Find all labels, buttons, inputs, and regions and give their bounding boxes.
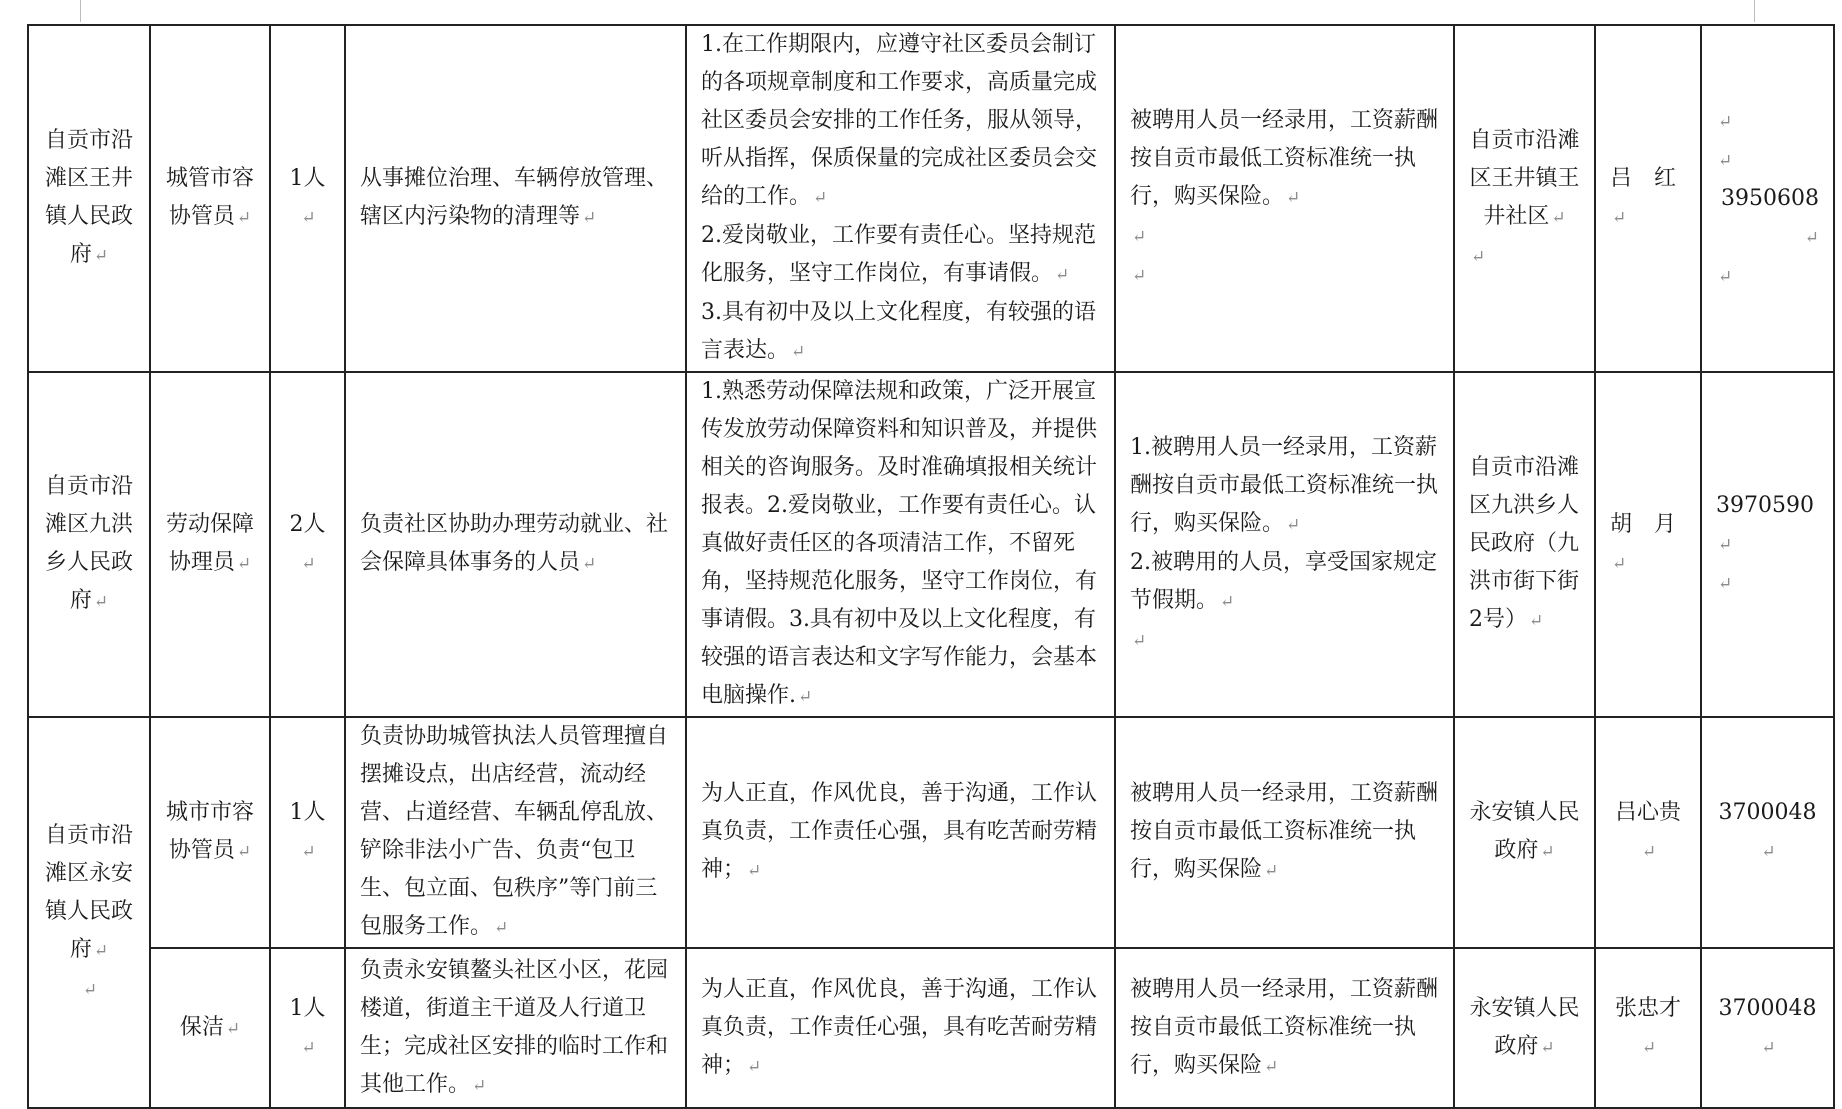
- unit-cell: 自贡市沿滩区王井镇人民政府 ↵: [28, 25, 150, 372]
- treatment-cell: 被聘用人员一经录用，工资薪酬按自贡市最低工资标准统一执行，购买保险 ↵: [1115, 948, 1454, 1108]
- count-cell: 2人↵: [270, 372, 345, 717]
- phone-cell: ↵ ↵ 3950608↵ ↵: [1701, 25, 1834, 372]
- table-row: [28, 25, 1834, 372]
- requirements-cell: 为人正直，作风优良，善于沟通，工作认真负责，工作责任心强，具有吃苦耐劳精神； ↵: [686, 948, 1115, 1108]
- unit-cell: 自贡市沿滩区九洪乡人民政府 ↵: [28, 372, 150, 717]
- table-row: [28, 717, 1834, 948]
- phone-cell: 3970590↵ ↵: [1701, 372, 1834, 717]
- address-cell: 永安镇人民政府 ↵: [1454, 948, 1595, 1108]
- treatment-cell: 被聘用人员一经录用，工资薪酬按自贡市最低工资标准统一执行，购买保险。 ↵ ↵ ↵: [1115, 25, 1454, 372]
- recruitment-table: [27, 24, 1835, 1109]
- treatment-cell: 被聘用人员一经录用，工资薪酬按自贡市最低工资标准统一执行，购买保险 ↵: [1115, 717, 1454, 948]
- table-row: [28, 372, 1834, 717]
- unit-cell: 自贡市沿滩区永安镇人民政府 ↵ ↵: [28, 717, 150, 1108]
- address-cell: 自贡市沿滩区王井镇王井社区 ↵ ↵: [1454, 25, 1595, 372]
- contact-cell: 胡 月↵: [1595, 372, 1701, 717]
- phone-cell: 3700048↵: [1701, 948, 1834, 1108]
- count-cell: 1人↵: [270, 948, 345, 1108]
- contact-cell: 吕心贵↵: [1595, 717, 1701, 948]
- contact-cell: 吕 红↵: [1595, 25, 1701, 372]
- requirements-cell: 1.在工作期限内，应遵守社区委员会制订的各项规章制度和工作要求，高质量完成社区委员会安排的工作任务，服从领导，听从指挥，保质保量的完成社区委员会交给的工作。 ↵ 2.爱岗敬业，工作要有责任心。坚持规范化服务，坚守工作岗位，有事请假。 ↵ 3.具有初中及以上文化程度，有较强的语言表达。 ↵: [686, 25, 1115, 372]
- count-cell: 1人↵: [270, 25, 345, 372]
- address-cell: 自贡市沿滩区九洪乡人民政府（九洪市街下街 2号） ↵: [1454, 372, 1595, 717]
- treatment-cell: 1.被聘用人员一经录用，工资薪酬按自贡市最低工资标准统一执行，购买保险。 ↵ 2.被聘用的人员，享受国家规定节假期。 ↵ ↵: [1115, 372, 1454, 717]
- duty-cell: 负责协助城管执法人员管理擅自摆摊设点，出店经营，流动经营、占道经营、车辆乱停乱放、铲除非法小广告、负责“包卫生、包立面、包秩序”等门前三包服务工作。 ↵: [345, 717, 686, 948]
- crop-mark-left: [80, 0, 81, 22]
- count-cell: 1人↵: [270, 717, 345, 948]
- post-cell: 保洁 ↵: [150, 948, 270, 1108]
- contact-cell: 张忠才↵: [1595, 948, 1701, 1108]
- crop-mark-right: [1754, 0, 1755, 22]
- duty-cell: 负责永安镇鳌头社区小区，花园楼道，街道主干道及人行道卫生；完成社区安排的临时工作和其他工作。 ↵: [345, 948, 686, 1108]
- post-cell: 城市市容协管员 ↵: [150, 717, 270, 948]
- address-cell: 永安镇人民政府 ↵: [1454, 717, 1595, 948]
- table-row: [28, 948, 1834, 1108]
- phone-cell: 3700048↵: [1701, 717, 1834, 948]
- requirements-cell: 为人正直，作风优良，善于沟通，工作认真负责，工作责任心强，具有吃苦耐劳精神； ↵: [686, 717, 1115, 948]
- post-cell: 城管市容协管员 ↵: [150, 25, 270, 372]
- duty-cell: 从事摊位治理、车辆停放管理、辖区内污染物的清理等 ↵: [345, 25, 686, 372]
- duty-cell: 负责社区协助办理劳动就业、社会保障具体事务的人员 ↵: [345, 372, 686, 717]
- post-cell: 劳动保障协理员 ↵: [150, 372, 270, 717]
- requirements-cell: 1.熟悉劳动保障法规和政策，广泛开展宣传发放劳动保障资料和知识普及，并提供相关的咨询服务。及时准确填报相关统计报表。2.爱岗敬业，工作要有责任心。认真做好责任区的各项清洁工作，不留死角，坚持规范化服务，坚守工作岗位，有事请假。3.具有初中及以上文化程度，有较强的语言表达和文字写作能力，会基本电脑操作. ↵: [686, 372, 1115, 717]
